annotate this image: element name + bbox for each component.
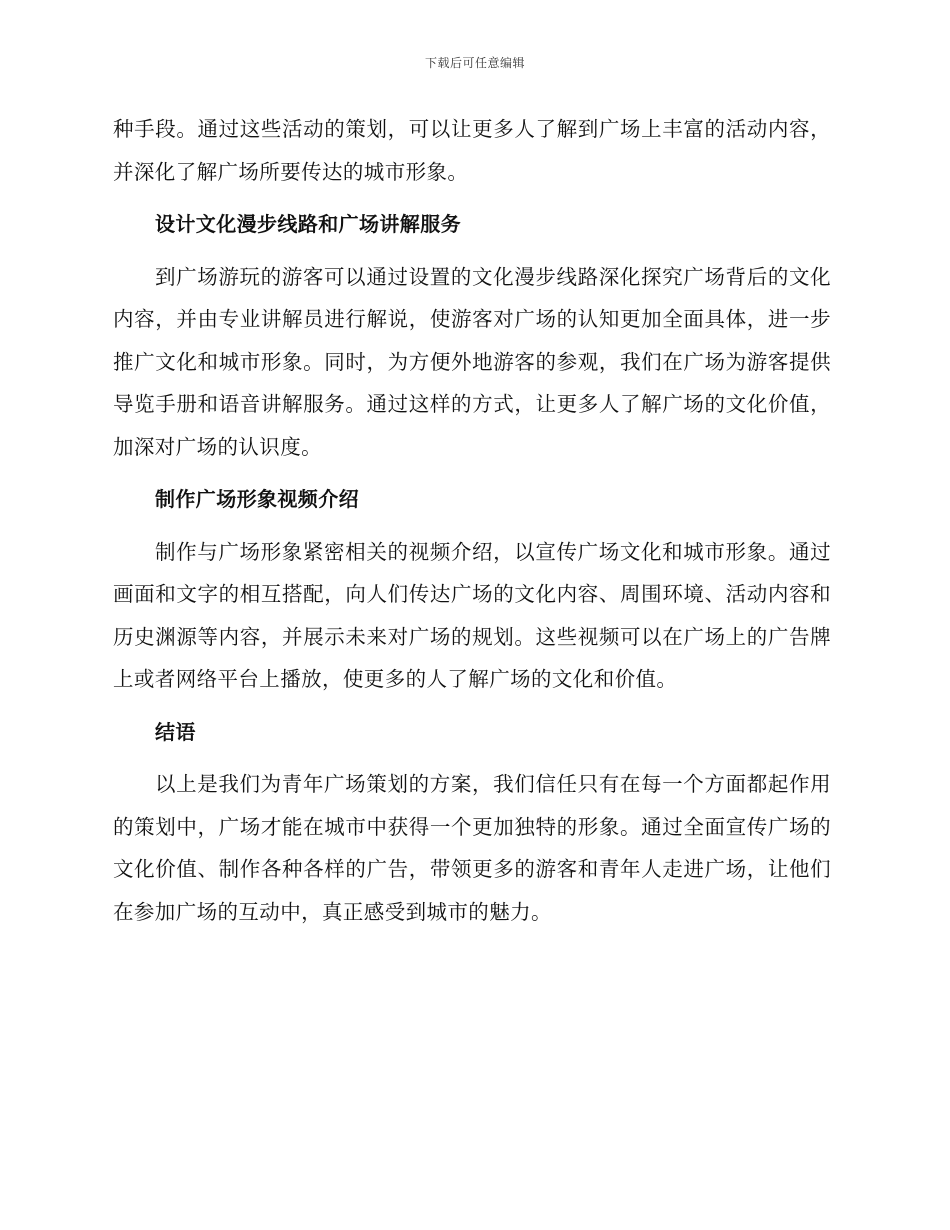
page-header: 下载后可任意编辑 [424, 56, 525, 70]
heading-video-intro: 制作广场形象视频介绍 [155, 487, 359, 511]
heading-conclusion: 结语 [155, 719, 196, 744]
paragraph-culture-walk: 到广场游玩的游客可以通过设置的文化漫步线路深化探究广场背后的文化内容，并由专业讲解员进行解说，使游客对广场的认知更加全面具体，进一步推广文化和城市形象。同时，为方便外地游客的参观，我们在广场为游客提供导览手册和语音讲解服务。通过这样的方式，让更多人了解广场的文化价值，加深对广场的认识度。 [113, 264, 831, 459]
paragraph-conclusion: 以上是我们为青年广场策划的方案，我们信任只有在每一个方面都起作用的策划中，广场才能在城市中获得一个更加独特的形象。通过全面宣传广场的文化价值、制作各种各样的广告，带领更多的游客和青年人走进广场，让他们在参加广场的互动中，真正感受到城市的魅力。 [113, 772, 831, 924]
paragraph-intro: 种手段。通过这些活动的策划，可以让更多人了解到广场上丰富的活动内容，并深化了解广场所要传达的城市形象。 [113, 117, 831, 184]
paragraph-video-intro: 制作与广场形象紧密相关的视频介绍，以宣传广场文化和城市形象。通过画面和文字的相互搭配，向人们传达广场的文化内容、周围环境、活动内容和历史渊源等内容，并展示未来对广场的规划。这些视频可以在广场上的广告牌上或者网络平台上播放，使更多的人了解广场的文化和价值。 [113, 539, 831, 691]
document-body [113, 108, 831, 933]
heading-culture-walk: 设计文化漫步线路和广场讲解服务 [155, 212, 461, 236]
